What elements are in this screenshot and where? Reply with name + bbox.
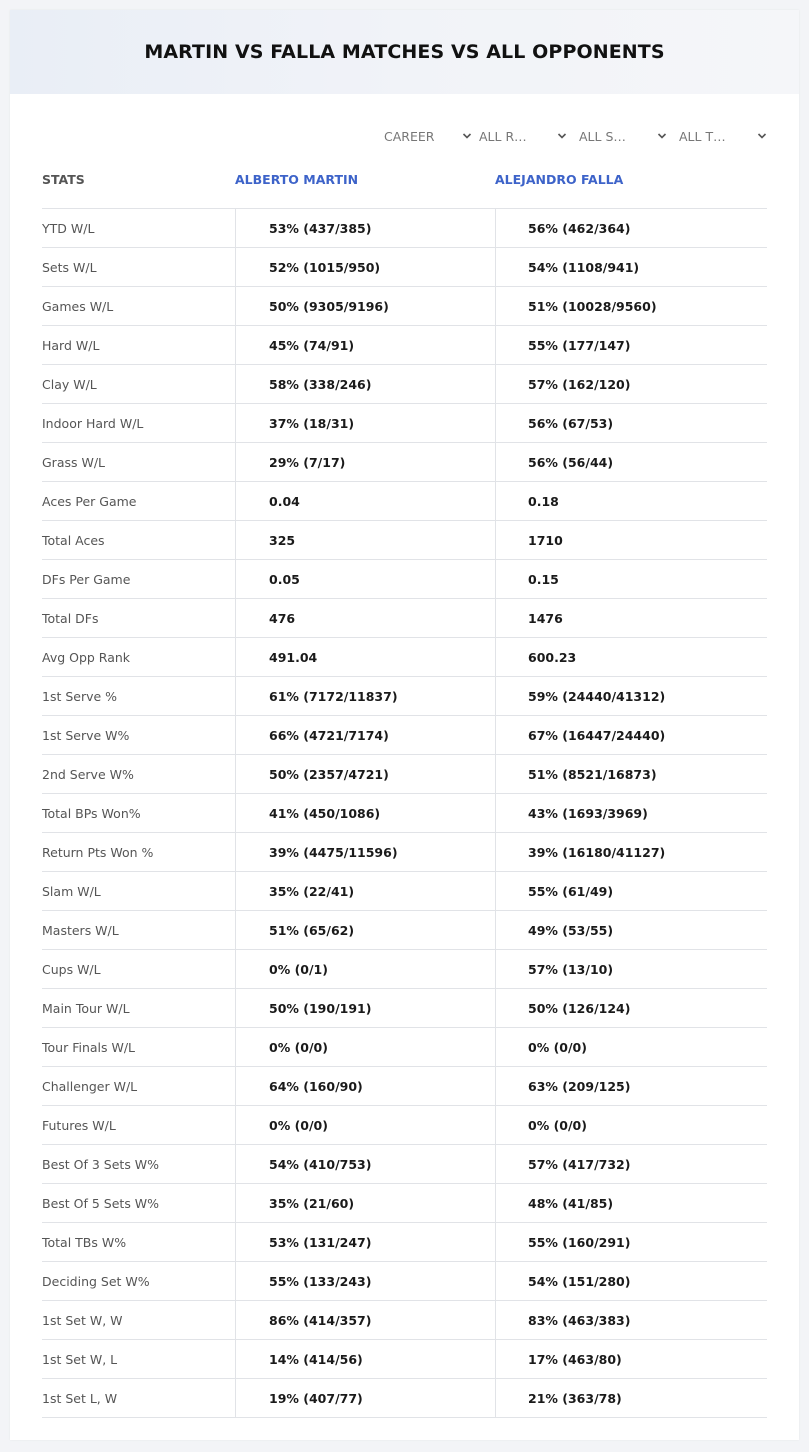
- table-row: [42, 482, 767, 521]
- player1-stat-value: 52% (1015/950): [235, 248, 495, 286]
- chevron-down-icon: [557, 131, 567, 141]
- table-row: [42, 1028, 767, 1067]
- table-row: [42, 1340, 767, 1379]
- player1-stat-value: 0% (0/1): [235, 950, 495, 988]
- player1-stat-value: 0.04: [235, 482, 495, 520]
- chevron-down-icon: [757, 131, 767, 141]
- player1-stat-value: 325: [235, 521, 495, 559]
- table-row: [42, 677, 767, 716]
- filter-round-select[interactable]: [479, 124, 567, 148]
- filter-surface-select[interactable]: [579, 124, 667, 148]
- stat-label: Futures W/L: [42, 1117, 116, 1133]
- player1-stat-value: 51% (65/62): [235, 911, 495, 949]
- player1-stat-value: 19% (407/77): [235, 1379, 495, 1417]
- stat-label: Clay W/L: [42, 376, 97, 392]
- player2-stat-value: 1476: [495, 599, 767, 637]
- player1-stat-value: 86% (414/357): [235, 1301, 495, 1339]
- filter-bar: [10, 124, 799, 148]
- filter-tournament-select[interactable]: [679, 124, 767, 148]
- player2-stat-value: 0% (0/0): [495, 1028, 767, 1066]
- table-row: [42, 521, 767, 560]
- player2-stat-value: 54% (151/280): [495, 1262, 767, 1300]
- table-row: [42, 1223, 767, 1262]
- stat-label: Indoor Hard W/L: [42, 415, 144, 431]
- stat-label: Main Tour W/L: [42, 1000, 130, 1016]
- player1-stat-value: 53% (437/385): [235, 209, 495, 247]
- stat-label: Aces Per Game: [42, 493, 137, 509]
- stat-label: Total BPs Won%: [42, 805, 141, 821]
- stat-label: Best Of 5 Sets W%: [42, 1195, 160, 1211]
- stat-label: Deciding Set W%: [42, 1273, 150, 1289]
- player2-stat-value: 67% (16447/24440): [495, 716, 767, 754]
- player1-stat-value: 37% (18/31): [235, 404, 495, 442]
- player1-stat-value: 0% (0/0): [235, 1106, 495, 1144]
- table-row: [42, 287, 767, 326]
- player2-stat-value: 0.18: [495, 482, 767, 520]
- player2-stat-value: 63% (209/125): [495, 1067, 767, 1105]
- player2-stat-value: 51% (8521/16873): [495, 755, 767, 793]
- player1-stat-value: 0% (0/0): [235, 1028, 495, 1066]
- stat-label: Total TBs W%: [42, 1234, 127, 1250]
- table-row: [42, 833, 767, 872]
- table-row: [42, 794, 767, 833]
- player1-stat-value: 14% (414/56): [235, 1340, 495, 1378]
- table-row: [42, 326, 767, 365]
- stats-card: [10, 10, 799, 1440]
- page-title: MARTIN VS FALLA MATCHES VS ALL OPPONENTS: [144, 41, 665, 63]
- filter-value: ALL R…: [479, 128, 527, 144]
- player2-stat-value: 48% (41/85): [495, 1184, 767, 1222]
- player1-stat-value: 58% (338/246): [235, 365, 495, 403]
- chevron-down-icon: [462, 131, 472, 141]
- player2-stat-value: 57% (162/120): [495, 365, 767, 403]
- player2-stat-value: 0.15: [495, 560, 767, 598]
- player1-link[interactable]: ALBERTO MARTIN: [235, 172, 359, 187]
- stat-label: Best Of 3 Sets W%: [42, 1156, 160, 1172]
- player2-stat-value: 55% (177/147): [495, 326, 767, 364]
- player2-stat-value: 56% (67/53): [495, 404, 767, 442]
- chevron-down-icon: [657, 131, 667, 141]
- table-row: [42, 1262, 767, 1301]
- stat-label: Challenger W/L: [42, 1078, 138, 1094]
- player1-stat-value: 476: [235, 599, 495, 637]
- player2-stat-value: 49% (53/55): [495, 911, 767, 949]
- table-row: [42, 1184, 767, 1223]
- table-row: [42, 443, 767, 482]
- table-row: [42, 638, 767, 677]
- table-row: [42, 755, 767, 794]
- stat-label: 1st Serve %: [42, 688, 118, 704]
- table-row: [42, 1379, 767, 1418]
- player1-stat-value: 50% (2357/4721): [235, 755, 495, 793]
- stat-label: Return Pts Won %: [42, 844, 154, 860]
- table-row: [42, 248, 767, 287]
- player1-stat-value: 35% (22/41): [235, 872, 495, 910]
- player2-stat-value: 55% (160/291): [495, 1223, 767, 1261]
- table-row: [42, 872, 767, 911]
- player2-stat-value: 55% (61/49): [495, 872, 767, 910]
- player1-stat-value: 29% (7/17): [235, 443, 495, 481]
- stat-label: Hard W/L: [42, 337, 100, 353]
- player2-link[interactable]: ALEJANDRO FALLA: [495, 172, 624, 187]
- player2-stat-value: 50% (126/124): [495, 989, 767, 1027]
- stats-column-header: STATS: [42, 172, 85, 187]
- player1-stat-value: 0.05: [235, 560, 495, 598]
- stat-label: Total Aces: [42, 532, 105, 548]
- stat-label: 1st Set W, W: [42, 1312, 123, 1328]
- player2-stat-value: 57% (13/10): [495, 950, 767, 988]
- player2-stat-value: 43% (1693/3969): [495, 794, 767, 832]
- player2-stat-value: 17% (463/80): [495, 1340, 767, 1378]
- page-header: [10, 10, 799, 94]
- table-row: [42, 1301, 767, 1340]
- player1-stat-value: 41% (450/1086): [235, 794, 495, 832]
- player1-stat-value: 50% (9305/9196): [235, 287, 495, 325]
- player2-stat-value: 1710: [495, 521, 767, 559]
- player2-stat-value: 600.23: [495, 638, 767, 676]
- stat-label: Sets W/L: [42, 259, 97, 275]
- stat-label: Avg Opp Rank: [42, 649, 131, 665]
- table-row: [42, 911, 767, 950]
- table-row: [42, 365, 767, 404]
- table-row: [42, 1145, 767, 1184]
- table-row: [42, 1106, 767, 1145]
- stat-label: 1st Set W, L: [42, 1351, 118, 1367]
- stat-label: 2nd Serve W%: [42, 766, 134, 782]
- table-row: [42, 716, 767, 755]
- stat-label: Total DFs: [42, 610, 99, 626]
- stat-label: 1st Set L, W: [42, 1390, 118, 1406]
- stat-label: Slam W/L: [42, 883, 101, 899]
- player2-stat-value: 59% (24440/41312): [495, 677, 767, 715]
- table-row: [42, 950, 767, 989]
- player2-stat-value: 51% (10028/9560): [495, 287, 767, 325]
- stat-label: YTD W/L: [42, 220, 95, 236]
- stat-label: Cups W/L: [42, 961, 101, 977]
- stat-label: Games W/L: [42, 298, 114, 314]
- player1-stat-value: 50% (190/191): [235, 989, 495, 1027]
- table-row: [42, 599, 767, 638]
- player1-stat-value: 53% (131/247): [235, 1223, 495, 1261]
- table-row: [42, 989, 767, 1028]
- stat-label: DFs Per Game: [42, 571, 131, 587]
- player1-stat-value: 66% (4721/7174): [235, 716, 495, 754]
- player2-stat-value: 56% (462/364): [495, 209, 767, 247]
- filter-period-select[interactable]: [384, 124, 472, 148]
- filter-value: CAREER: [384, 128, 435, 144]
- filter-value: ALL S…: [579, 128, 626, 144]
- player2-stat-value: 39% (16180/41127): [495, 833, 767, 871]
- table-row: [42, 404, 767, 443]
- table-row: [42, 1067, 767, 1106]
- player1-stat-value: 45% (74/91): [235, 326, 495, 364]
- player1-stat-value: 54% (410/753): [235, 1145, 495, 1183]
- stat-label: Tour Finals W/L: [42, 1039, 136, 1055]
- player1-stat-value: 35% (21/60): [235, 1184, 495, 1222]
- stat-label: Masters W/L: [42, 922, 119, 938]
- player2-stat-value: 56% (56/44): [495, 443, 767, 481]
- stat-label: Grass W/L: [42, 454, 106, 470]
- player2-stat-value: 83% (463/383): [495, 1301, 767, 1339]
- player2-stat-value: 57% (417/732): [495, 1145, 767, 1183]
- table-row: [42, 209, 767, 248]
- player1-stat-value: 39% (4475/11596): [235, 833, 495, 871]
- player2-stat-value: 0% (0/0): [495, 1106, 767, 1144]
- player1-stat-value: 491.04: [235, 638, 495, 676]
- player1-stat-value: 61% (7172/11837): [235, 677, 495, 715]
- player2-stat-value: 54% (1108/941): [495, 248, 767, 286]
- player2-stat-value: 21% (363/78): [495, 1379, 767, 1417]
- table-row: [42, 560, 767, 599]
- player1-stat-value: 55% (133/243): [235, 1262, 495, 1300]
- stats-table: [42, 208, 767, 1418]
- filter-value: ALL T…: [679, 128, 726, 144]
- stat-label: 1st Serve W%: [42, 727, 130, 743]
- player1-stat-value: 64% (160/90): [235, 1067, 495, 1105]
